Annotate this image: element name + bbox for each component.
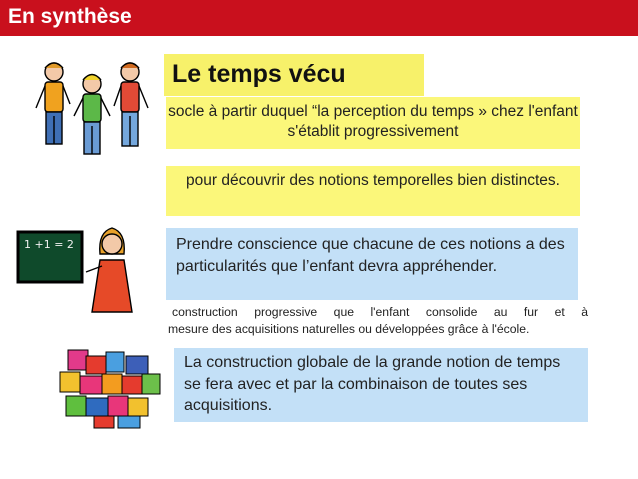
header-bar [0, 0, 638, 36]
header-title: En synthèse [8, 5, 132, 28]
section-title: Le temps vécu [172, 60, 346, 88]
note-line-1: construction progressive que l'enfant consolide au fur et à [172, 305, 588, 319]
children-group-icon [30, 56, 160, 160]
global-construction-box: La construction globale de la grande notion de temps se fera avec et par la combinaison de toutes ses acquisitions. [174, 348, 588, 422]
awareness-box: Prendre conscience que chacune de ces notions a des particularités que l’enfant devra appréhender. [166, 228, 578, 300]
note-line-2: mesure des acquisitions naturelles ou développées grâce à l'école. [168, 322, 530, 336]
teacher-blackboard-icon [16, 226, 156, 316]
construction-note [168, 304, 588, 338]
section-title-box [164, 54, 424, 96]
perception-box: socle à partir duquel “la perception du temps » chez l'enfant s'établit progressivement [166, 97, 580, 149]
board-text: 1 +1 = 2 [24, 238, 74, 251]
discover-box: pour découvrir des notions temporelles bien distinctes. [166, 166, 580, 216]
puzzle-pieces-icon [56, 346, 166, 430]
